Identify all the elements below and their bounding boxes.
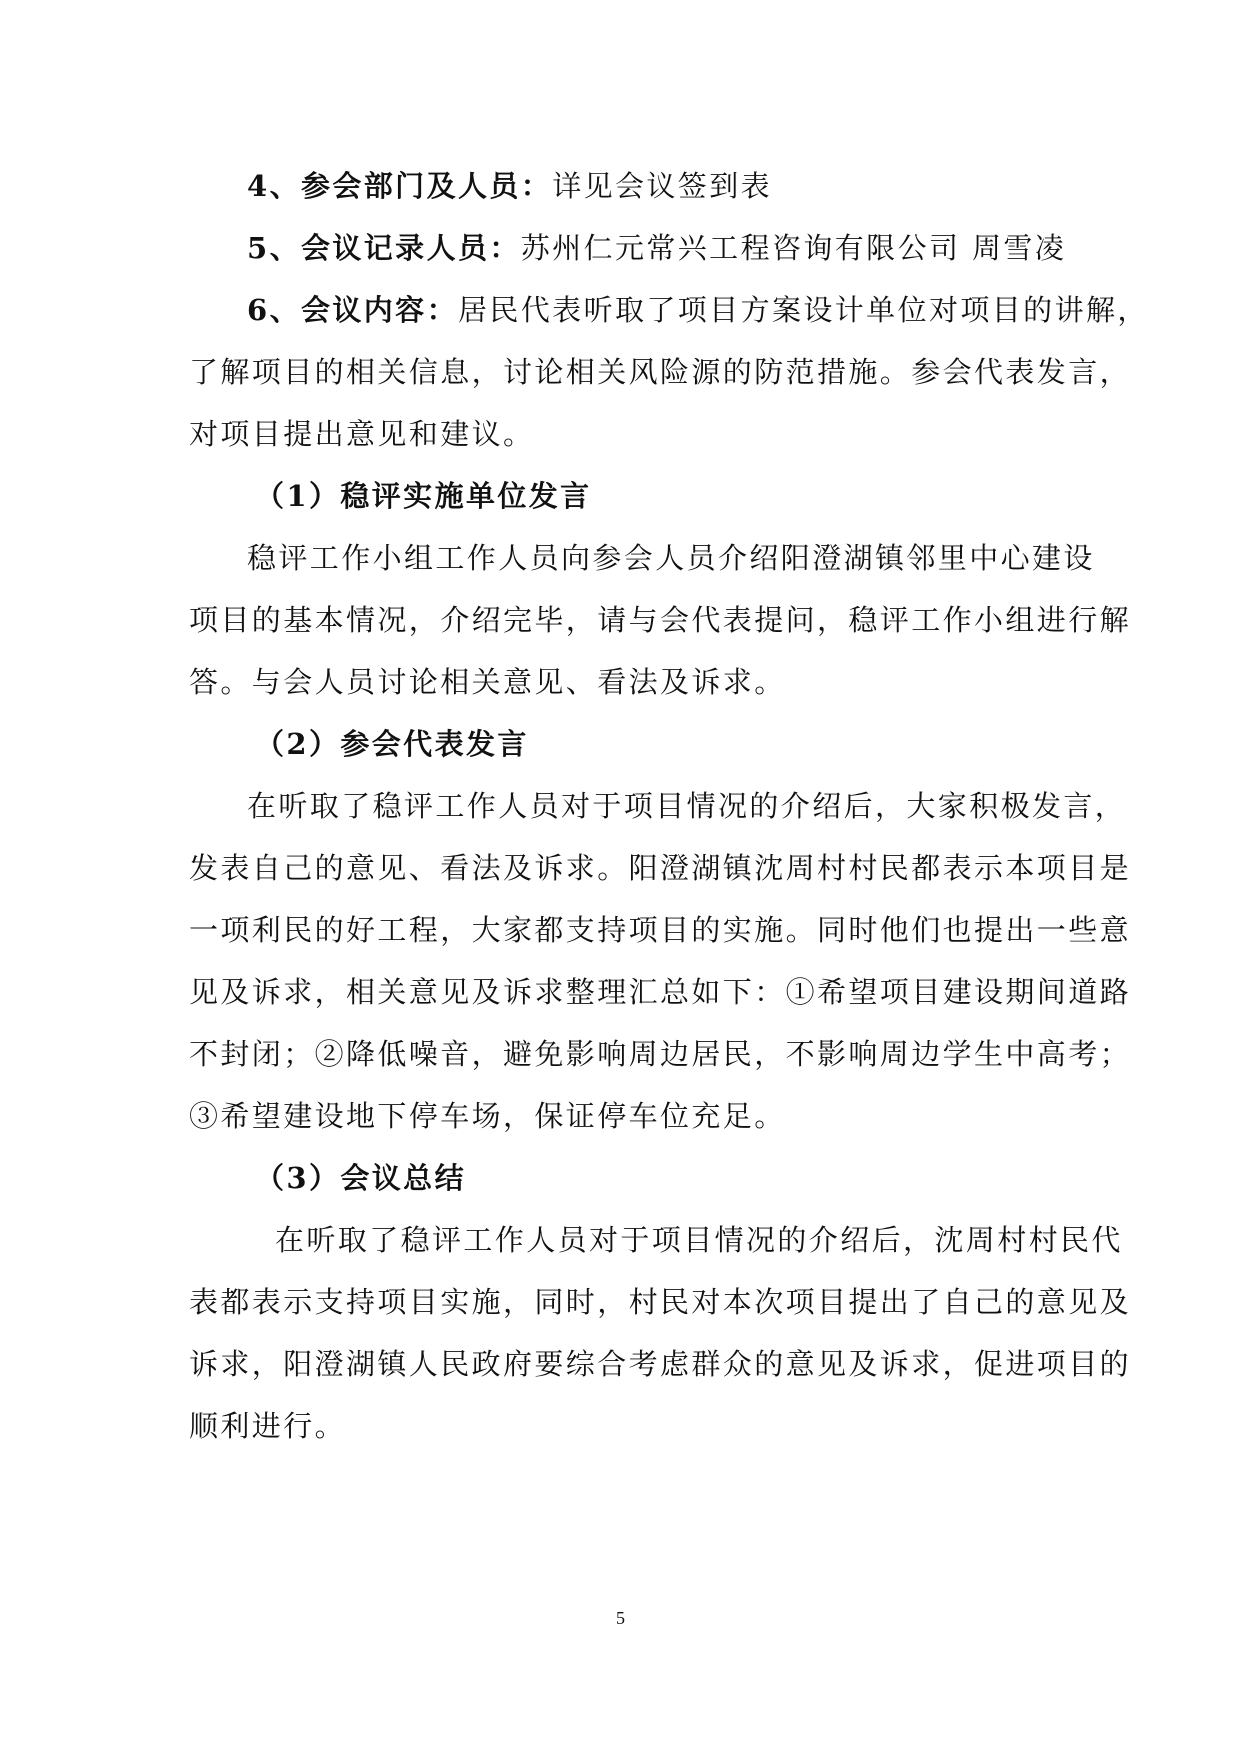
item-6-text-1: 居民代表听取了项目方案设计单位对项目的讲解，	[457, 293, 1149, 327]
section-3-heading: （3）会议总结	[255, 1161, 466, 1195]
section-2-line-2: 发表自己的意见、看法及诉求。阳澄湖镇沈周村村民都表示本项目是	[189, 851, 1132, 885]
section-3-line-2: 表都表示支持项目实施，同时，村民对本次项目提出了自己的意见及	[189, 1285, 1132, 1319]
item-6-line-3: 对项目提出意见和建议。	[189, 417, 535, 451]
item-4-label: 4、参会部门及人员：	[247, 169, 553, 203]
section-3-line-1: 在听取了稳评工作人员对于项目情况的介绍后，沈周村村民代	[275, 1223, 1123, 1257]
page-number: 5	[616, 1608, 625, 1628]
section-1-line-1: 稳评工作小组工作人员向参会人员介绍阳澄湖镇邻里中心建设	[247, 541, 1095, 575]
item-5-text: 苏州仁元常兴工程咨询有限公司 周雪凌	[520, 231, 1067, 265]
item-4-line	[189, 155, 1059, 217]
section-3-line-4: 顺利进行。	[189, 1409, 347, 1443]
section-1-line-3: 答。与会人员讨论相关意见、看法及诉求。	[189, 665, 786, 699]
section-1-line-2: 项目的基本情况，介绍完毕，请与会代表提问，稳评工作小组进行解	[189, 603, 1132, 637]
item-5-line	[189, 217, 1067, 279]
section-2-heading: （2）参会代表发言	[255, 727, 529, 761]
item-5-label: 5、会议记录人员：	[247, 231, 521, 265]
item-6-label: 6、会议内容：	[247, 293, 458, 327]
section-1-heading: （1）稳评实施单位发言	[255, 479, 592, 513]
item-4-text: 详见会议签到表	[552, 169, 772, 203]
item-6-line-2: 了解项目的相关信息，讨论相关风险源的防范措施。参会代表发言，	[189, 355, 1132, 389]
item-6-line-1	[189, 279, 1149, 341]
section-2-line-4: 见及诉求，相关意见及诉求整理汇总如下：①希望项目建设期间道路	[189, 975, 1132, 1009]
section-2-line-6: ③希望建设地下停车场，保证停车位充足。	[189, 1099, 786, 1133]
section-2-line-5: 不封闭；②降低噪音，避免影响周边居民，不影响周边学生中高考；	[189, 1037, 1132, 1071]
section-2-line-3: 一项利民的好工程，大家都支持项目的实施。同时他们也提出一些意	[189, 913, 1132, 947]
document-body	[189, 155, 1149, 1457]
section-2-line-1: 在听取了稳评工作人员对于项目情况的介绍后，大家积极发言，	[247, 789, 1127, 823]
section-3-line-3: 诉求，阳澄湖镇人民政府要综合考虑群众的意见及诉求，促进项目的	[189, 1347, 1132, 1381]
